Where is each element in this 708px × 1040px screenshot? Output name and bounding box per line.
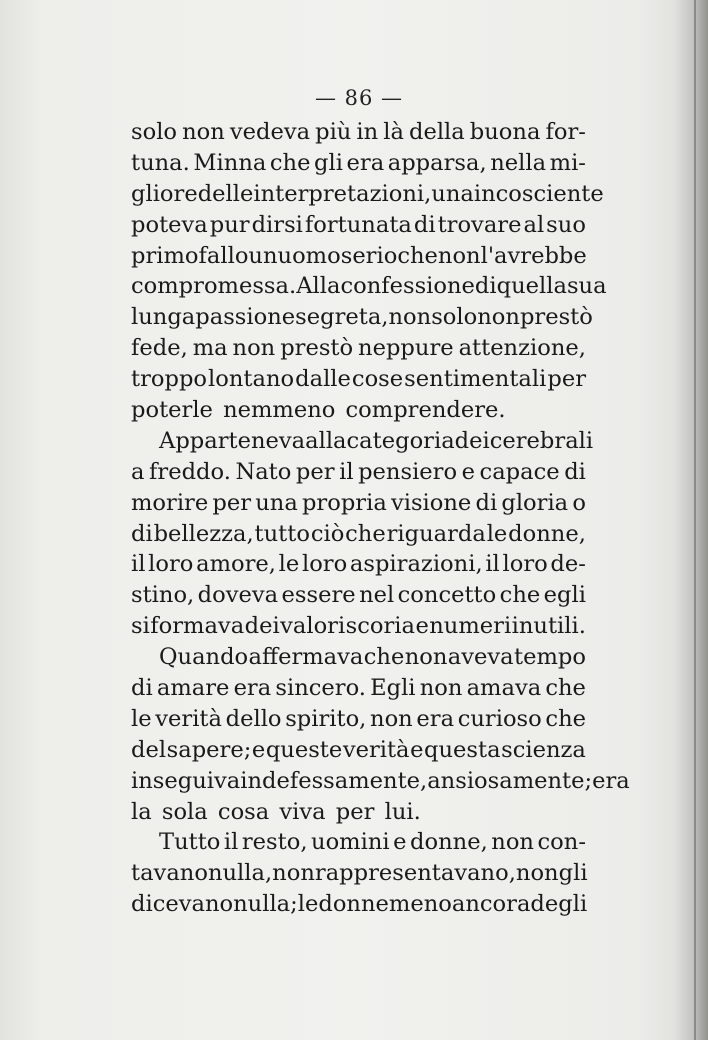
page-edge-line (694, 0, 696, 1040)
text-line: solo non vedeva più in là della buona for- (131, 119, 586, 145)
text-line: compromessa. Alla confessione di quella sua (131, 273, 607, 300)
text-line: di amare era sincero. Egli non amava che (131, 675, 586, 702)
text-line: dicevano nulla; le donne meno ancora degli (131, 891, 588, 918)
text-line: lunga passione segreta, non solo non prestò (131, 304, 593, 331)
text-line: tavano nulla, non rappresentavano, non gli (131, 860, 588, 887)
page-number: — 86 — (314, 86, 404, 110)
text-line: fede, ma non prestò neppure attenzione, (131, 335, 586, 362)
text-line: Apparteneva alla categoria dei cerebrali (159, 427, 594, 454)
text-line: morire per una propria visione di gloria o (131, 489, 586, 516)
body-text (131, 117, 630, 920)
text-line: poterle nemmeno comprendere. (131, 397, 506, 424)
text-line: a freddo. Nato per il pensiero e capace di (131, 458, 586, 485)
text-line: troppo lontano dalle cose sentimentali per (131, 366, 586, 393)
text-line: gliore delle interpretazioni, una incosciente (131, 180, 604, 207)
text-line: le verità dello spirito, non era curioso che (131, 705, 586, 732)
text-line: la sola cosa viva per lui. (131, 798, 421, 825)
text-line: si formava dei valori scoria e numeri inutili. (131, 613, 586, 640)
binding-shadow (674, 0, 708, 1040)
text-line: del sapere; e queste verità e questa scienza (131, 736, 586, 763)
text-line: primo fallo un uomo serio che non l'avrebbe (131, 242, 587, 269)
text-line: il loro amore, le loro aspirazioni, il loro de- (131, 551, 586, 578)
text-line: poteva pur dirsi fortunata di trovare al suo (131, 211, 586, 238)
text-line: inseguiva indefessamente, ansiosamente; era (131, 767, 630, 794)
text-line: Quando affermava che non aveva tempo (159, 644, 586, 671)
text-line: stino, doveva essere nel concetto che egli (131, 582, 586, 609)
text-line: tuna. Minna che gli era apparsa, nella mi- (131, 149, 586, 176)
text-line: di bellezza, tutto ciò che riguarda le donne, (131, 520, 586, 547)
text-line: Tutto il resto, uomini e donne, non con- (159, 829, 586, 856)
